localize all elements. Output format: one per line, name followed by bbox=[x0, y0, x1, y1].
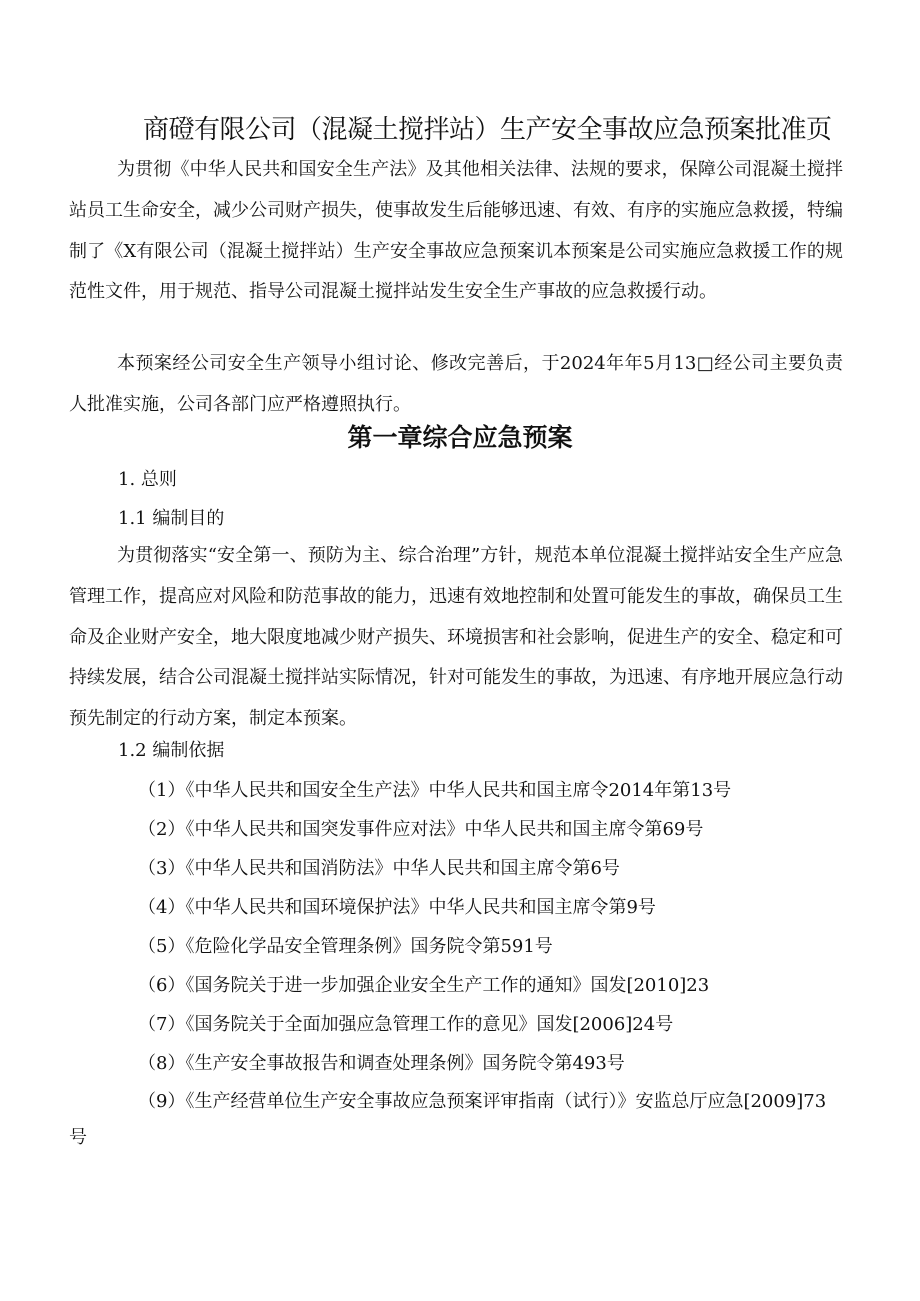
section-heading-purpose: 1.1 编制目的 bbox=[118, 508, 225, 529]
reference-item: （6）《国务院关于进一步加强企业安全生产工作的通知》国发[2010]23 bbox=[138, 975, 710, 996]
reference-item: （7）《国务院关于全面加强应急管理工作的意见》国发[2006]24号 bbox=[138, 1014, 674, 1035]
page-title: 商磴有限公司（混凝土搅拌站）生产安全事故应急预案批准页 bbox=[143, 115, 832, 145]
reference-item: （8）《生产安全事故报告和调查处理条例》国务院令第493号 bbox=[138, 1053, 625, 1074]
section-heading-general: 1. 总则 bbox=[118, 469, 177, 490]
reference-item: （2）《中华人民共和国突发事件应对法》中华人民共和国主席令第69号 bbox=[138, 819, 704, 840]
section-heading-basis: 1.2 编制依据 bbox=[118, 740, 225, 761]
intro-paragraph-1: 为贯彻《中华人民共和国安全生产法》及其他相关法律、法规的要求，保障公司混凝土搅拌站员工生命安全，减少公司财产损失，使事故发生后能够迅速、有效、有序的实施应急救援，特编制了《X有限公司（混凝土搅拌站）生产安全事故应急预案讥本预案是公司实施应急救援工作的规范性文件，用于规范、指导公司混凝土搅拌站发生安全生产事故的应急救援行动。 bbox=[69, 159, 843, 303]
reference-item: （1）《中华人民共和国安全生产法》中华人民共和国主席令2014年第13号 bbox=[138, 780, 732, 801]
reference-item: （5）《危险化学品安全管理条例》国务院令第591号 bbox=[138, 936, 553, 957]
chapter-title: 第一章综合应急预案 bbox=[347, 423, 573, 452]
intro-paragraph-2: 本预案经公司安全生产领导小组讨论、修改完善后，于2024年年5月13□经公司主要负责人批准实施，公司各部门应严格遵照执行。 bbox=[69, 353, 843, 415]
purpose-paragraph: 为贯彻落实“安全第一、预防为主、综合治理”方针，规范本单位混凝土搅拌站安全生产应急管理工作，提高应对风险和防范事故的能力，迅速有效地控制和处置可能发生的事故，确保员工生命及企业财产安全，地大限度地减少财产损失、环境损害和社会影响，促进生产的安全、稳定和可持续发展，结合公司混凝土搅拌站实际情况，针对可能发生的事故，为迅速、有序地开展应急行动预先制定的行动方案，制定本预案。 bbox=[69, 545, 843, 730]
reference-item: （3）《中华人民共和国消防法》中华人民共和国主席令第6号 bbox=[138, 858, 620, 879]
reference-item: （4）《中华人民共和国环境保护法》中华人民共和国主席令第9号 bbox=[138, 897, 656, 918]
reference-item: （9）《生产经营单位生产安全事故应急预案评审指南（试行）》安监总厅应急[2009]73号 bbox=[69, 1091, 827, 1148]
